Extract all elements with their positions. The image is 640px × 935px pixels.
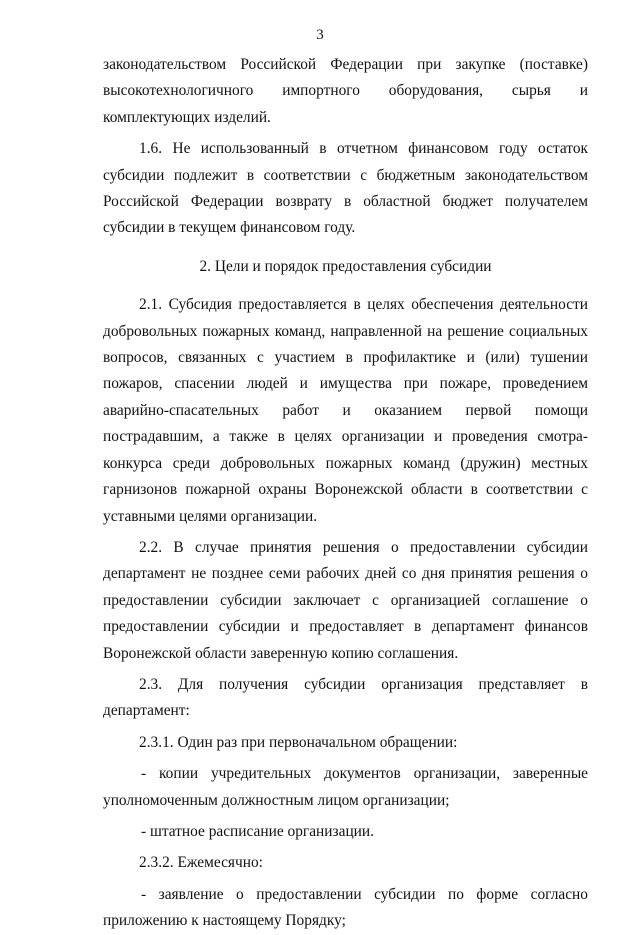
list-item-founding-documents: - копии учредительных документов организации, заверенные уполномоченным должностным лицом организации; (103, 765, 588, 809)
paragraph-2-2: 2.2. В случае принятия решения о предоставлении субсидии департамент не позднее семи рабочих дней со дня принятия решения о предоставлении субсидии заключает с организацией соглашение о предоставлении субсидии и предоставляет в департамент финансов Воронежской области заверенную копию соглашения. (103, 538, 588, 662)
paragraph-2-1: 2.1. Субсидия предоставляется в целях обеспечения деятельности добровольных пожарных команд, направленной на решение социальных вопросов, связанных с участием в профилактике и (или) тушении пожаров, спасении людей и имущества при пожаре, проведением аварийно-спасательных работ и оказанием первой помощи пострадавшим, а также в целях организации и проведения смотра-конкурса среди добровольных пожарных команд (дружин) местных гарнизонов пожарной охраны Воронежской области в соответствии с уставными целями организации. (103, 296, 588, 525)
paragraph-2-3: 2.3. Для получения субсидии организация представляет в департамент: (103, 675, 588, 720)
paragraph-1-6: 1.6. Не использованный в отчетном финансовом году остаток субсидии подлежит в соответствии с бюджетным законодательством Российской Федерации возврату в областной бюджет получателем субсидии в текущем финансовом году. (103, 140, 588, 237)
list-item-staff-schedule: - штатное расписание организации. (141, 822, 375, 840)
paragraph-continuation: законодательством Российской Федерации при закупке (поставке) высокотехнологичного импортного оборудования, сырья и комплектующих изделий. (103, 56, 588, 126)
paragraph-2-3-1: 2.3.1. Один раз при первоначальном обращении: (139, 733, 458, 751)
list-item-application: - заявление о предоставлении субсидии по форме согласно приложению к настоящему Порядку; (103, 885, 588, 930)
section-heading: 2. Цели и порядок предоставления субсидии (199, 257, 492, 275)
document-body (103, 52, 588, 935)
page-number: 3 (316, 27, 324, 43)
paragraph-2-3-2: 2.3.2. Ежемесячно: (139, 854, 263, 872)
